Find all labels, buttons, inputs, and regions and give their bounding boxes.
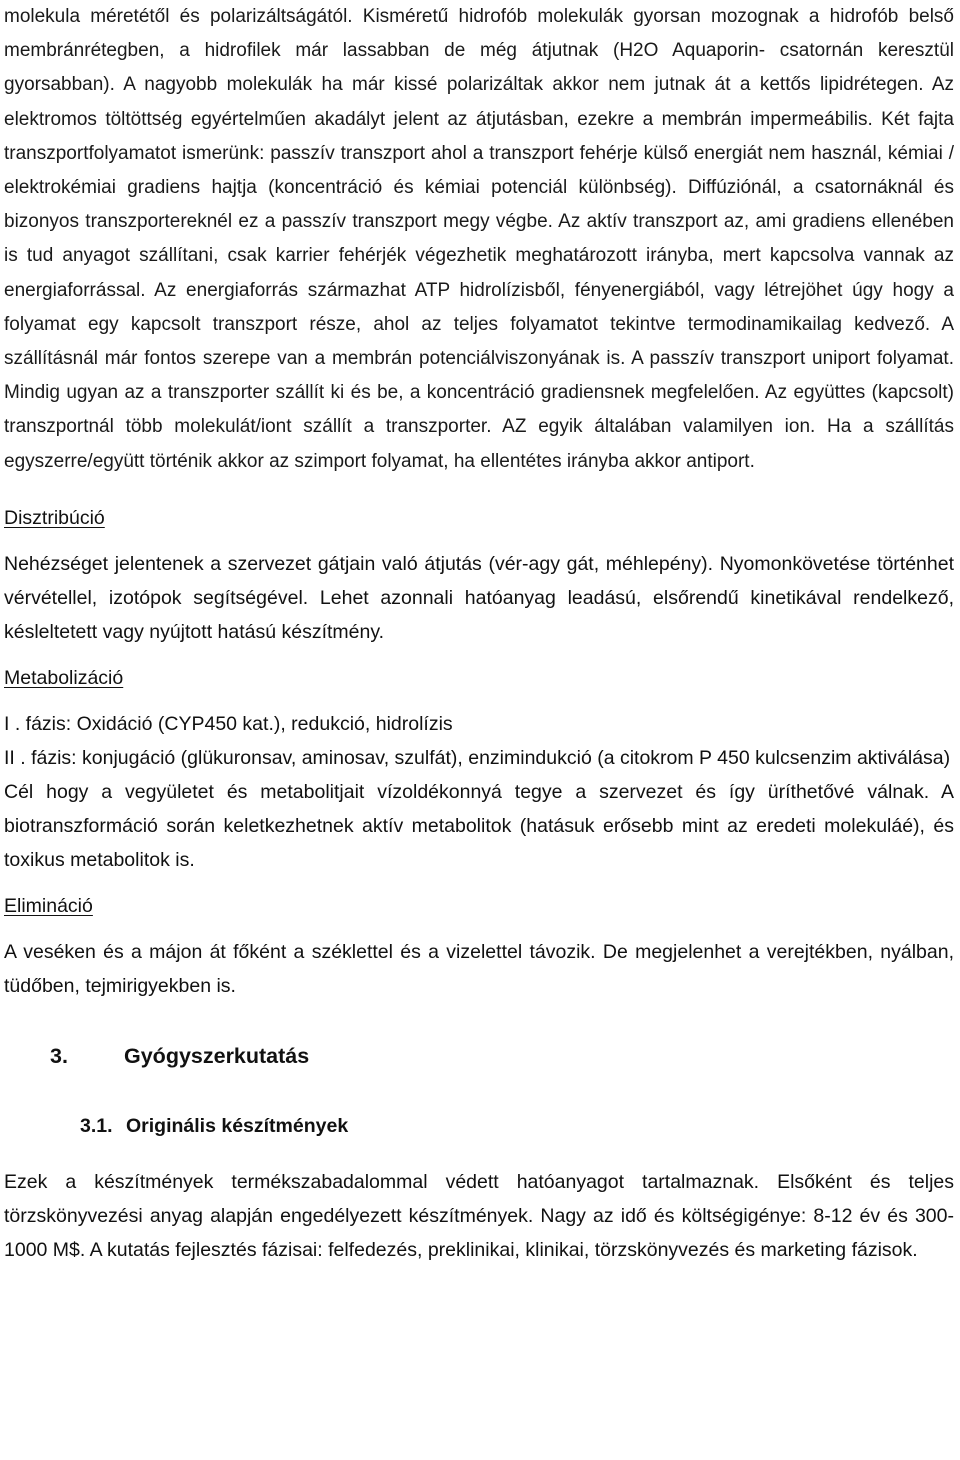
section-3-1-title: Originális készítmények bbox=[126, 1114, 349, 1137]
metabolism-phase-1: I . fázis: Oxidáció (CYP450 kat.), redukció, hidrolízis bbox=[4, 712, 453, 735]
section-3-heading bbox=[4, 1039, 954, 1073]
section-3-1-number: 3.1. bbox=[80, 1114, 113, 1137]
section-heading-metabolism: Metabolizáció bbox=[4, 666, 124, 689]
section-3-1-paragraph: Ezek a készítmények termékszabadalommal védett hatóanyagot tartalmaznak. Elsőként és teljes törzskönyvezési anyag alapján engedélyezett készítmények. Nagy az idő és költségigénye: 8-12 év és 300-1000 M$. A kutatás fejlesztés fázisai: felfedezés, preklinikai, klinikai, törzskönyvezés és marketing fázisok. bbox=[4, 1170, 954, 1261]
spacer bbox=[4, 877, 954, 889]
intro-paragraph: molekula méretétől és polarizáltságától. Kisméretű hidrofób molekulák gyorsan mozognak a hidrofób belső membránrétegben, a hidrofilek már lassabban de még átjutnak (H2O Aquaporin- csatornán keresztül gyorsabban). A nagyobb molekulák ha már kissé polarizáltak akkor nem jutnak át a kettős lipidrétegen. Az elektromos töltöttség egyértelműen akadályt jelent az átjutásban, ezekre a membrán impermeábilis. Két fajta transzportfolyamatot ismerünk: passzív transzport ahol a transzport fehérje külső energiát nem használ, kémiai / elektrokémiai gradiens hajtja (koncentráció és kémiai potenciál különbség). Diffúziónál, a csatornáknál és bizonyos transzportereknél ez a passzív transzport megy végbe. Az aktív transzport az, ami gradiens ellenében is tud anyagot szállítani, csak karrier fehérjék végezhetik meghatározott irányba, mert kapcsolva vannak az energiaforrással. Az energiaforrás származhat ATP hidrolízisből, fényenergiából, vagy létrejöhet úgy hogy a folyamat egy kapcsolt transzport része, ahol az teljes folyamatot tekintve termodinamikailag kedvező. A szállításnál már fontos szerepe van a membrán potenciálviszonyának is. A passzív transzport uniport folyamat. Mindig ugyan az a transzporter szállít ki és be, a koncentráció gradiensnek megfelelően. Az együttes (kapcsolt) transzportnál több molekulát/iont szállít a transzporter. AZ egyik általában valamilyen ion. Ha a szállítás egyszerre/együtt történik akkor az szimport folyamat, ha ellentétes irányba akkor antiport. bbox=[4, 6, 954, 472]
spacer bbox=[4, 695, 954, 707]
elimination-paragraph: A veséken és a májon át főként a széklettel és a vizelettel távozik. De megjelenhet a verejtékben, nyálban, tüdőben, tejmirigyekben is. bbox=[4, 940, 954, 997]
spacer bbox=[4, 923, 954, 935]
distribution-paragraph: Nehézséget jelentenek a szervezet gátjain való átjutás (vér-agy gát, méhlepény). Nyomonkövetése történhet vérvétellel, izotópok segítségével. Lehet azonnali hatóanyag leadású, elsőrendű kinetikával rendelkező, késleltetett vagy nyújtott hatású készítmény. bbox=[4, 552, 954, 643]
spacer bbox=[4, 479, 954, 501]
metabolism-paragraph: Cél hogy a vegyületet és metabolitjait vízoldékonnyá tegye a szervezet és így üríthetővé válnak. A biotranszformáció során keletkezhetnek aktív metabolitok (hatásuk erősebb mint az eredeti molekuláé), és toxikus metabolitok is. bbox=[4, 780, 954, 871]
section-3-number: 3. bbox=[50, 1043, 68, 1068]
spacer bbox=[4, 649, 954, 661]
spacer bbox=[4, 535, 954, 547]
section-3-title: Gyógyszerkutatás bbox=[124, 1043, 310, 1068]
spacer bbox=[4, 1143, 954, 1165]
spacer bbox=[4, 1073, 954, 1109]
section-3-1-heading bbox=[4, 1109, 954, 1143]
metabolism-phase-2: II . fázis: konjugáció (glükuronsav, aminosav, szulfát), enzimindukció (a citokrom P 450 kulcsenzim aktiválása) bbox=[4, 746, 951, 769]
section-heading-elimination: Elimináció bbox=[4, 894, 93, 917]
document-page bbox=[4, 0, 954, 1267]
spacer bbox=[4, 1003, 954, 1039]
section-heading-distribution: Disztribúció bbox=[4, 506, 105, 529]
